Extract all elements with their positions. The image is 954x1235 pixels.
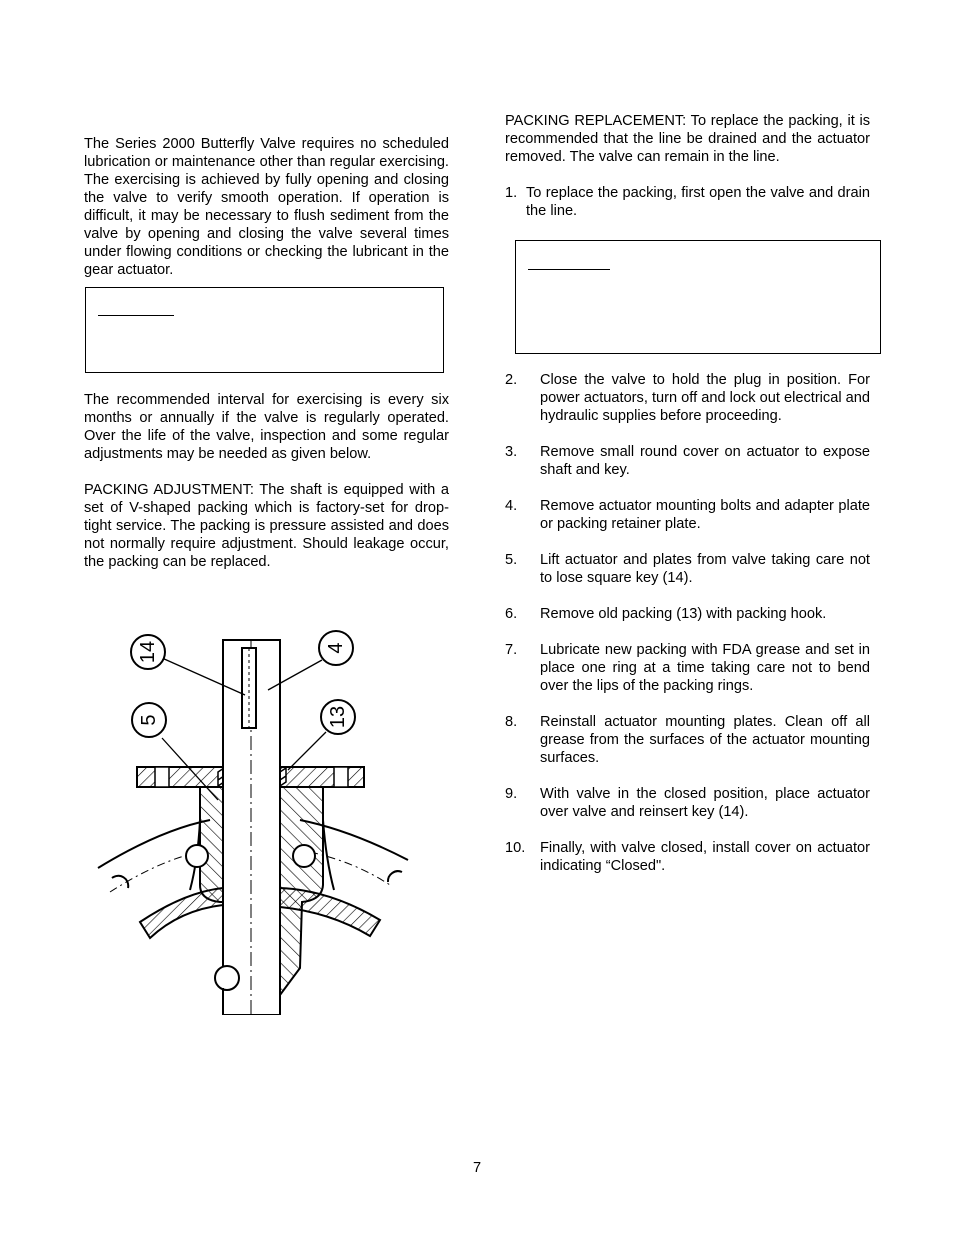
intro-paragraph: The Series 2000 Butterfly Valve requires no scheduled lubrication or maintenance other than regular exercising. The exercising is achieved by fully opening and closing the valve to verify smooth operation. If operation is difficult, it may be necessary to flush sediment from the valve by opening and closing the valve several times under flowing conditions or checking the lubricant in the gear actuator.: [84, 136, 449, 278]
step-6: [505, 605, 870, 623]
step-text: Remove old packing (13) with packing hook.: [540, 606, 827, 622]
leader-13: [288, 732, 326, 770]
step-number: 1.: [505, 185, 518, 201]
packing-replacement-paragraph: PACKING REPLACEMENT: To replace the packing, it is recommended that the line be drained and the actuator removed. The valve can remain in the line.: [505, 113, 870, 165]
note-box-left: [85, 287, 444, 373]
step-number: 2.: [505, 372, 518, 388]
bolt-hole-right: [388, 871, 402, 882]
step-number: 9.: [505, 786, 518, 802]
step-text: Remove actuator mounting bolts and adapter plate or packing retainer plate.: [540, 498, 870, 532]
callout-13-label: 13: [327, 705, 349, 729]
packing-adjustment-paragraph: PACKING ADJUSTMENT: The shaft is equipped with a set of V-shaped packing which is factory-set for drop-tight service. The packing is pressure assisted and does not normally require adjustment. Should leakage occur, the packing can be replaced.: [84, 482, 449, 570]
step-text: With valve in the closed position, place actuator over valve and reinsert key (14).: [540, 786, 870, 820]
note-box-heading-underline: [528, 269, 610, 270]
step-5: [505, 551, 870, 587]
step-number: 3.: [505, 444, 518, 460]
flange-bolt-right: [334, 767, 348, 787]
step-text: Lift actuator and plates from valve taking care not to lose square key (14).: [540, 552, 870, 586]
step-text: Finally, with valve closed, install cover on actuator indicating “Closed".: [540, 840, 870, 874]
step-2: [505, 371, 870, 425]
right-column: [505, 112, 870, 893]
flange-left: [137, 767, 223, 787]
step-number: 6.: [505, 606, 518, 622]
callout-5-label: 5: [138, 714, 160, 726]
step-text: To replace the packing, first open the valve and drain the line.: [526, 185, 870, 219]
left-column: [84, 135, 449, 571]
step-list: [505, 371, 870, 875]
step-text: Remove small round cover on actuator to expose shaft and key.: [540, 444, 870, 478]
step-text: Reinstall actuator mounting plates. Clean off all grease from the surfaces of the actuator mounting surfaces.: [540, 714, 870, 766]
step-4: [505, 497, 870, 533]
callout-4-label: 4: [325, 642, 347, 654]
step-text: Lubricate new packing with FDA grease and set in place one ring at a time taking care not to bend over the lips of the packing rings.: [540, 642, 870, 694]
step-8: [505, 713, 870, 767]
neck-wall-left: [200, 787, 223, 902]
o-ring-left: [186, 845, 208, 867]
neck-wall-right: [280, 787, 323, 995]
step-number: 10.: [505, 840, 526, 856]
step-number: 4.: [505, 498, 518, 514]
step-9: [505, 785, 870, 821]
callout-14-label: 14: [137, 640, 159, 664]
step-number: 5.: [505, 552, 518, 568]
step-number: 7.: [505, 642, 518, 658]
valve-shaft-packing-diagram: [90, 620, 420, 1015]
shaft-pin: [215, 966, 239, 990]
flange-right: [280, 767, 364, 787]
step-7: [505, 641, 870, 695]
step-10: [505, 839, 870, 875]
step-1: [505, 184, 870, 220]
o-ring-right: [293, 845, 315, 867]
interval-paragraph: The recommended interval for exercising is every six months or annually if the valve is regularly operated. Over the life of the valve, inspection and some regular adjustments may be needed as given below.: [84, 392, 449, 462]
note-box-heading-underline: [98, 315, 174, 316]
step-number: 8.: [505, 714, 518, 730]
step-3: [505, 443, 870, 479]
flange-bolt-left: [155, 767, 169, 787]
page-number: 7: [472, 1160, 482, 1176]
step-text: Close the valve to hold the plug in position. For power actuators, turn off and lock out electrical and hydraulic supplies before proceeding.: [540, 372, 870, 424]
note-box-right: [515, 240, 881, 354]
neck-curve-right: [323, 820, 334, 890]
